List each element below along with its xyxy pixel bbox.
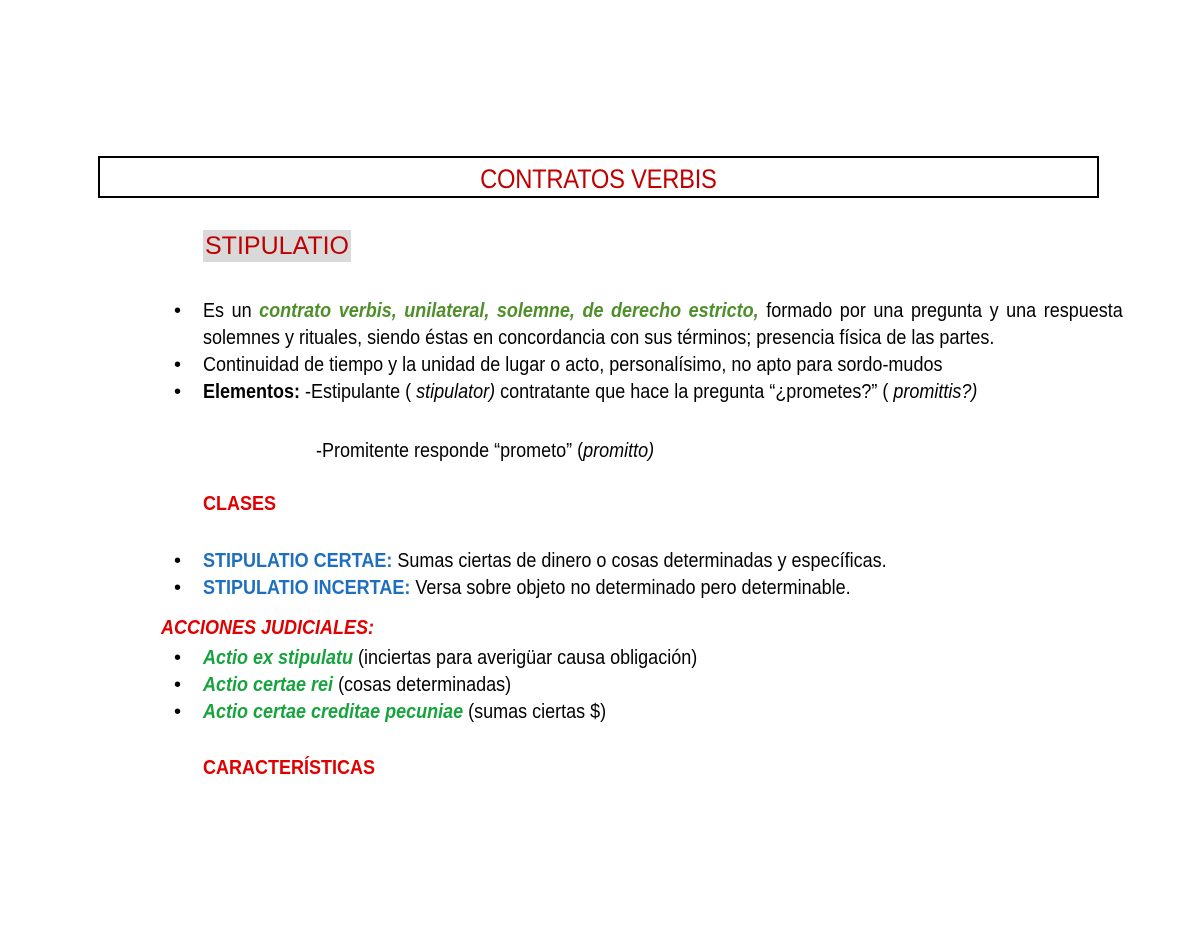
- accion-desc: (inciertas para averigüar causa obligación): [353, 647, 698, 669]
- bullet: •: [174, 701, 182, 723]
- acciones-list: [174, 645, 1094, 726]
- bullet: •: [174, 354, 182, 376]
- accion-line: [203, 645, 697, 672]
- list-item-accion: [174, 645, 1094, 672]
- list-item-accion: [174, 672, 1094, 699]
- list-item-elementos: [174, 379, 1094, 406]
- elementos-line2-b: promitto): [583, 440, 655, 462]
- accion-term: Actio certae rei: [203, 674, 334, 696]
- clases-list: [174, 548, 1094, 602]
- definition-list: [174, 298, 1123, 406]
- accion-term: Actio certae creditae pecuniae: [203, 701, 464, 723]
- list-item-clase: [174, 548, 1094, 575]
- continuity-text: Continuidad de tiempo y la unidad de lugar o acto, personalísimo, no apto para sordo-mudos: [203, 354, 943, 376]
- page-title: CONTRATOS VERBIS: [480, 164, 717, 194]
- accion-line: [203, 699, 606, 726]
- elementos-label: Elementos:: [203, 381, 301, 403]
- title-box: [98, 156, 1099, 198]
- definition-rest: formado por una pregunta y una respuesta solemnes y rituales, siendo éstas en concordancia con sus términos; presencia física de las partes.: [203, 300, 1123, 349]
- caracteristicas-heading: CARACTERÍSTICAS: [203, 757, 376, 779]
- elementos-line2-a: -Promitente responde “prometo” (: [316, 440, 584, 462]
- list-item-clase: [174, 575, 1094, 602]
- clase-desc: Sumas ciertas de dinero o cosas determinadas y específicas.: [392, 550, 887, 572]
- bullet: •: [174, 381, 182, 403]
- definition-prefix: Es un: [203, 300, 260, 322]
- elementos-text-d: promittis?): [893, 381, 978, 403]
- accion-line: [203, 672, 511, 699]
- acciones-heading: ACCIONES JUDICIALES:: [161, 617, 375, 639]
- elementos-second-line: [316, 438, 654, 465]
- elementos-text-c: contratante que hace la pregunta “¿prometes?” (: [495, 381, 894, 403]
- elementos-text-b: stipulator): [416, 381, 496, 403]
- bullet: •: [174, 550, 182, 572]
- clase-term: STIPULATIO CERTAE:: [203, 550, 393, 572]
- clase-line: [203, 575, 851, 602]
- clase-desc: Versa sobre objeto no determinado pero determinable.: [410, 577, 851, 599]
- clase-line: [203, 548, 887, 575]
- definition-highlight: contrato verbis, unilateral, solemne, de derecho estricto,: [259, 300, 759, 322]
- elementos-text-a: -Estipulante (: [300, 381, 417, 403]
- clase-term: STIPULATIO INCERTAE:: [203, 577, 411, 599]
- list-item-continuity: [174, 352, 1094, 379]
- accion-term: Actio ex stipulatu: [203, 647, 354, 669]
- accion-desc: (sumas ciertas $): [463, 701, 607, 723]
- bullet: •: [174, 577, 182, 599]
- elementos-line: [203, 379, 977, 406]
- list-item-accion: [174, 699, 1094, 726]
- bullet: •: [174, 674, 182, 696]
- accion-desc: (cosas determinadas): [333, 674, 512, 696]
- bullet: •: [174, 300, 182, 322]
- section-heading-stipulatio: STIPULATIO: [205, 232, 350, 260]
- list-item-definition: [174, 298, 1123, 352]
- clases-heading: CLASES: [203, 493, 277, 515]
- bullet: •: [174, 647, 182, 669]
- definition-paragraph: [203, 298, 1123, 352]
